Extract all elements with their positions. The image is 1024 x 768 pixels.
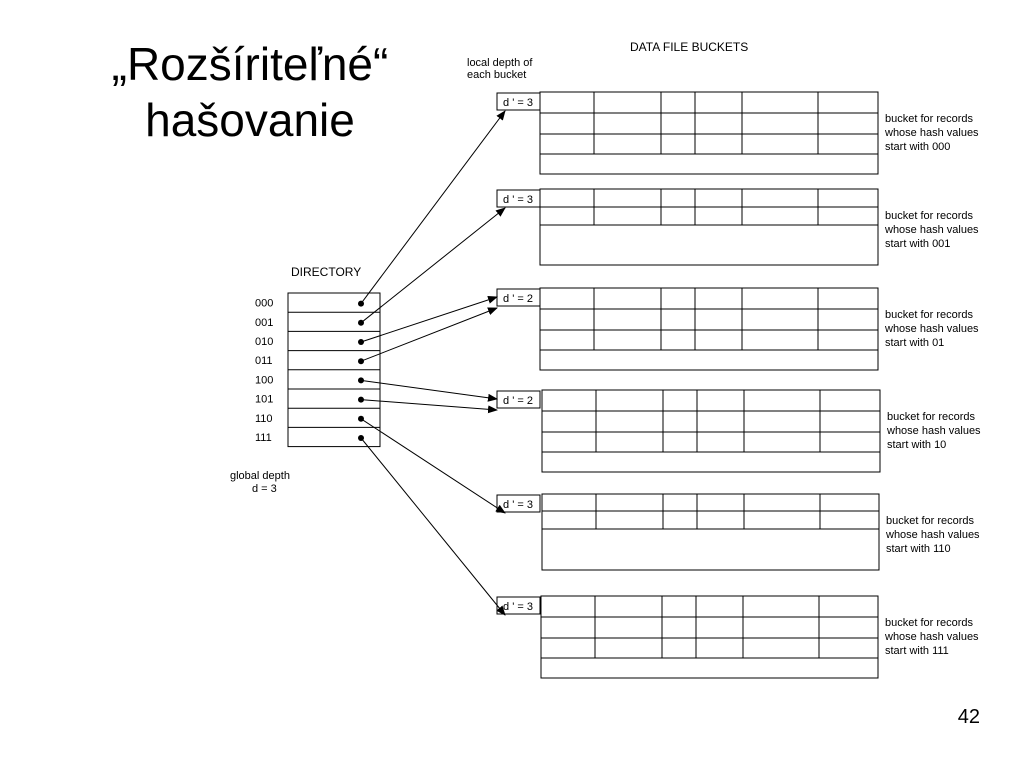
bucket-box	[542, 390, 880, 472]
directory-entry-label: 100	[255, 374, 274, 387]
directory-pointers	[361, 111, 505, 615]
bucket-description-line: start with 10	[887, 439, 947, 451]
bucket-description-line: whose hash values	[885, 323, 979, 335]
directory-entry-label: 110	[255, 412, 273, 425]
bucket	[497, 92, 979, 174]
directory-pointer-arrow	[361, 419, 505, 513]
bucket-description-line: whose hash values	[886, 529, 980, 541]
page-number: 42	[957, 706, 980, 728]
bucket-description-line: bucket for records	[887, 411, 976, 423]
bucket-box	[542, 494, 879, 570]
bucket-description-line: bucket for records	[885, 210, 974, 222]
bucket-description-line: whose hash values	[887, 425, 981, 437]
bucket-description-line: bucket for records	[885, 617, 974, 629]
global-depth-label-line-1: global depth	[230, 470, 290, 482]
bucket-box	[540, 92, 878, 174]
directory-entry-label: 001	[255, 316, 274, 329]
directory-pointer-arrow	[361, 208, 505, 323]
bucket-list	[497, 92, 981, 678]
bucket-description-line: start with 01	[885, 337, 945, 349]
directory-pointer-arrow	[361, 438, 505, 615]
local-depth-label-line-2: each bucket	[467, 69, 527, 81]
local-depth-label-line-1: local depth of	[467, 57, 533, 69]
bucket-description-line: whose hash values	[885, 631, 979, 643]
local-depth-label: d ' = 2	[503, 293, 533, 305]
bucket-description-line: start with 001	[885, 238, 951, 250]
slide-title-line-1: „Rozšíriteľné“	[111, 38, 389, 90]
local-depth-label: d ' = 3	[503, 97, 533, 109]
bucket	[497, 390, 981, 472]
bucket	[497, 189, 979, 265]
bucket-box	[541, 596, 878, 678]
local-depth-label: d ' = 3	[503, 601, 533, 613]
bucket	[497, 288, 979, 370]
global-depth-label-line-2: d = 3	[252, 483, 277, 495]
directory-pointer-arrow	[361, 308, 497, 361]
bucket	[497, 596, 979, 678]
bucket-description-line: start with 000	[885, 141, 951, 153]
local-depth-label: d ' = 3	[503, 194, 533, 206]
bucket-box	[540, 189, 878, 265]
directory-label: DIRECTORY	[291, 265, 362, 279]
bucket-description-line: start with 111	[885, 645, 949, 657]
bucket	[497, 494, 980, 570]
slide-title-line-2: hašovanie	[145, 94, 355, 146]
directory-entry-label: 011	[255, 355, 273, 368]
directory-entry-label: 111	[255, 432, 272, 444]
bucket-description-line: whose hash values	[885, 224, 979, 236]
bucket-description-line: bucket for records	[885, 113, 974, 125]
bucket-description-line: whose hash values	[885, 127, 979, 139]
local-depth-label: d ' = 2	[503, 395, 533, 407]
directory-pointer-arrow	[361, 111, 505, 304]
directory-table	[255, 293, 380, 447]
bucket-description-line: start with 110	[886, 543, 951, 555]
directory-entry-label: 000	[255, 297, 274, 310]
directory-pointer-arrow	[361, 297, 497, 342]
bucket-description-line: bucket for records	[886, 515, 975, 527]
directory-pointer-arrow	[361, 400, 497, 410]
directory-entry-label: 010	[255, 336, 274, 348]
bucket-description-line: bucket for records	[885, 309, 974, 321]
directory-pointer-arrow	[361, 380, 497, 399]
data-file-buckets-label: DATA FILE BUCKETS	[630, 40, 749, 54]
directory-entry-label: 101	[255, 393, 274, 406]
bucket-box	[540, 288, 878, 370]
local-depth-label: d ' = 3	[503, 499, 533, 511]
